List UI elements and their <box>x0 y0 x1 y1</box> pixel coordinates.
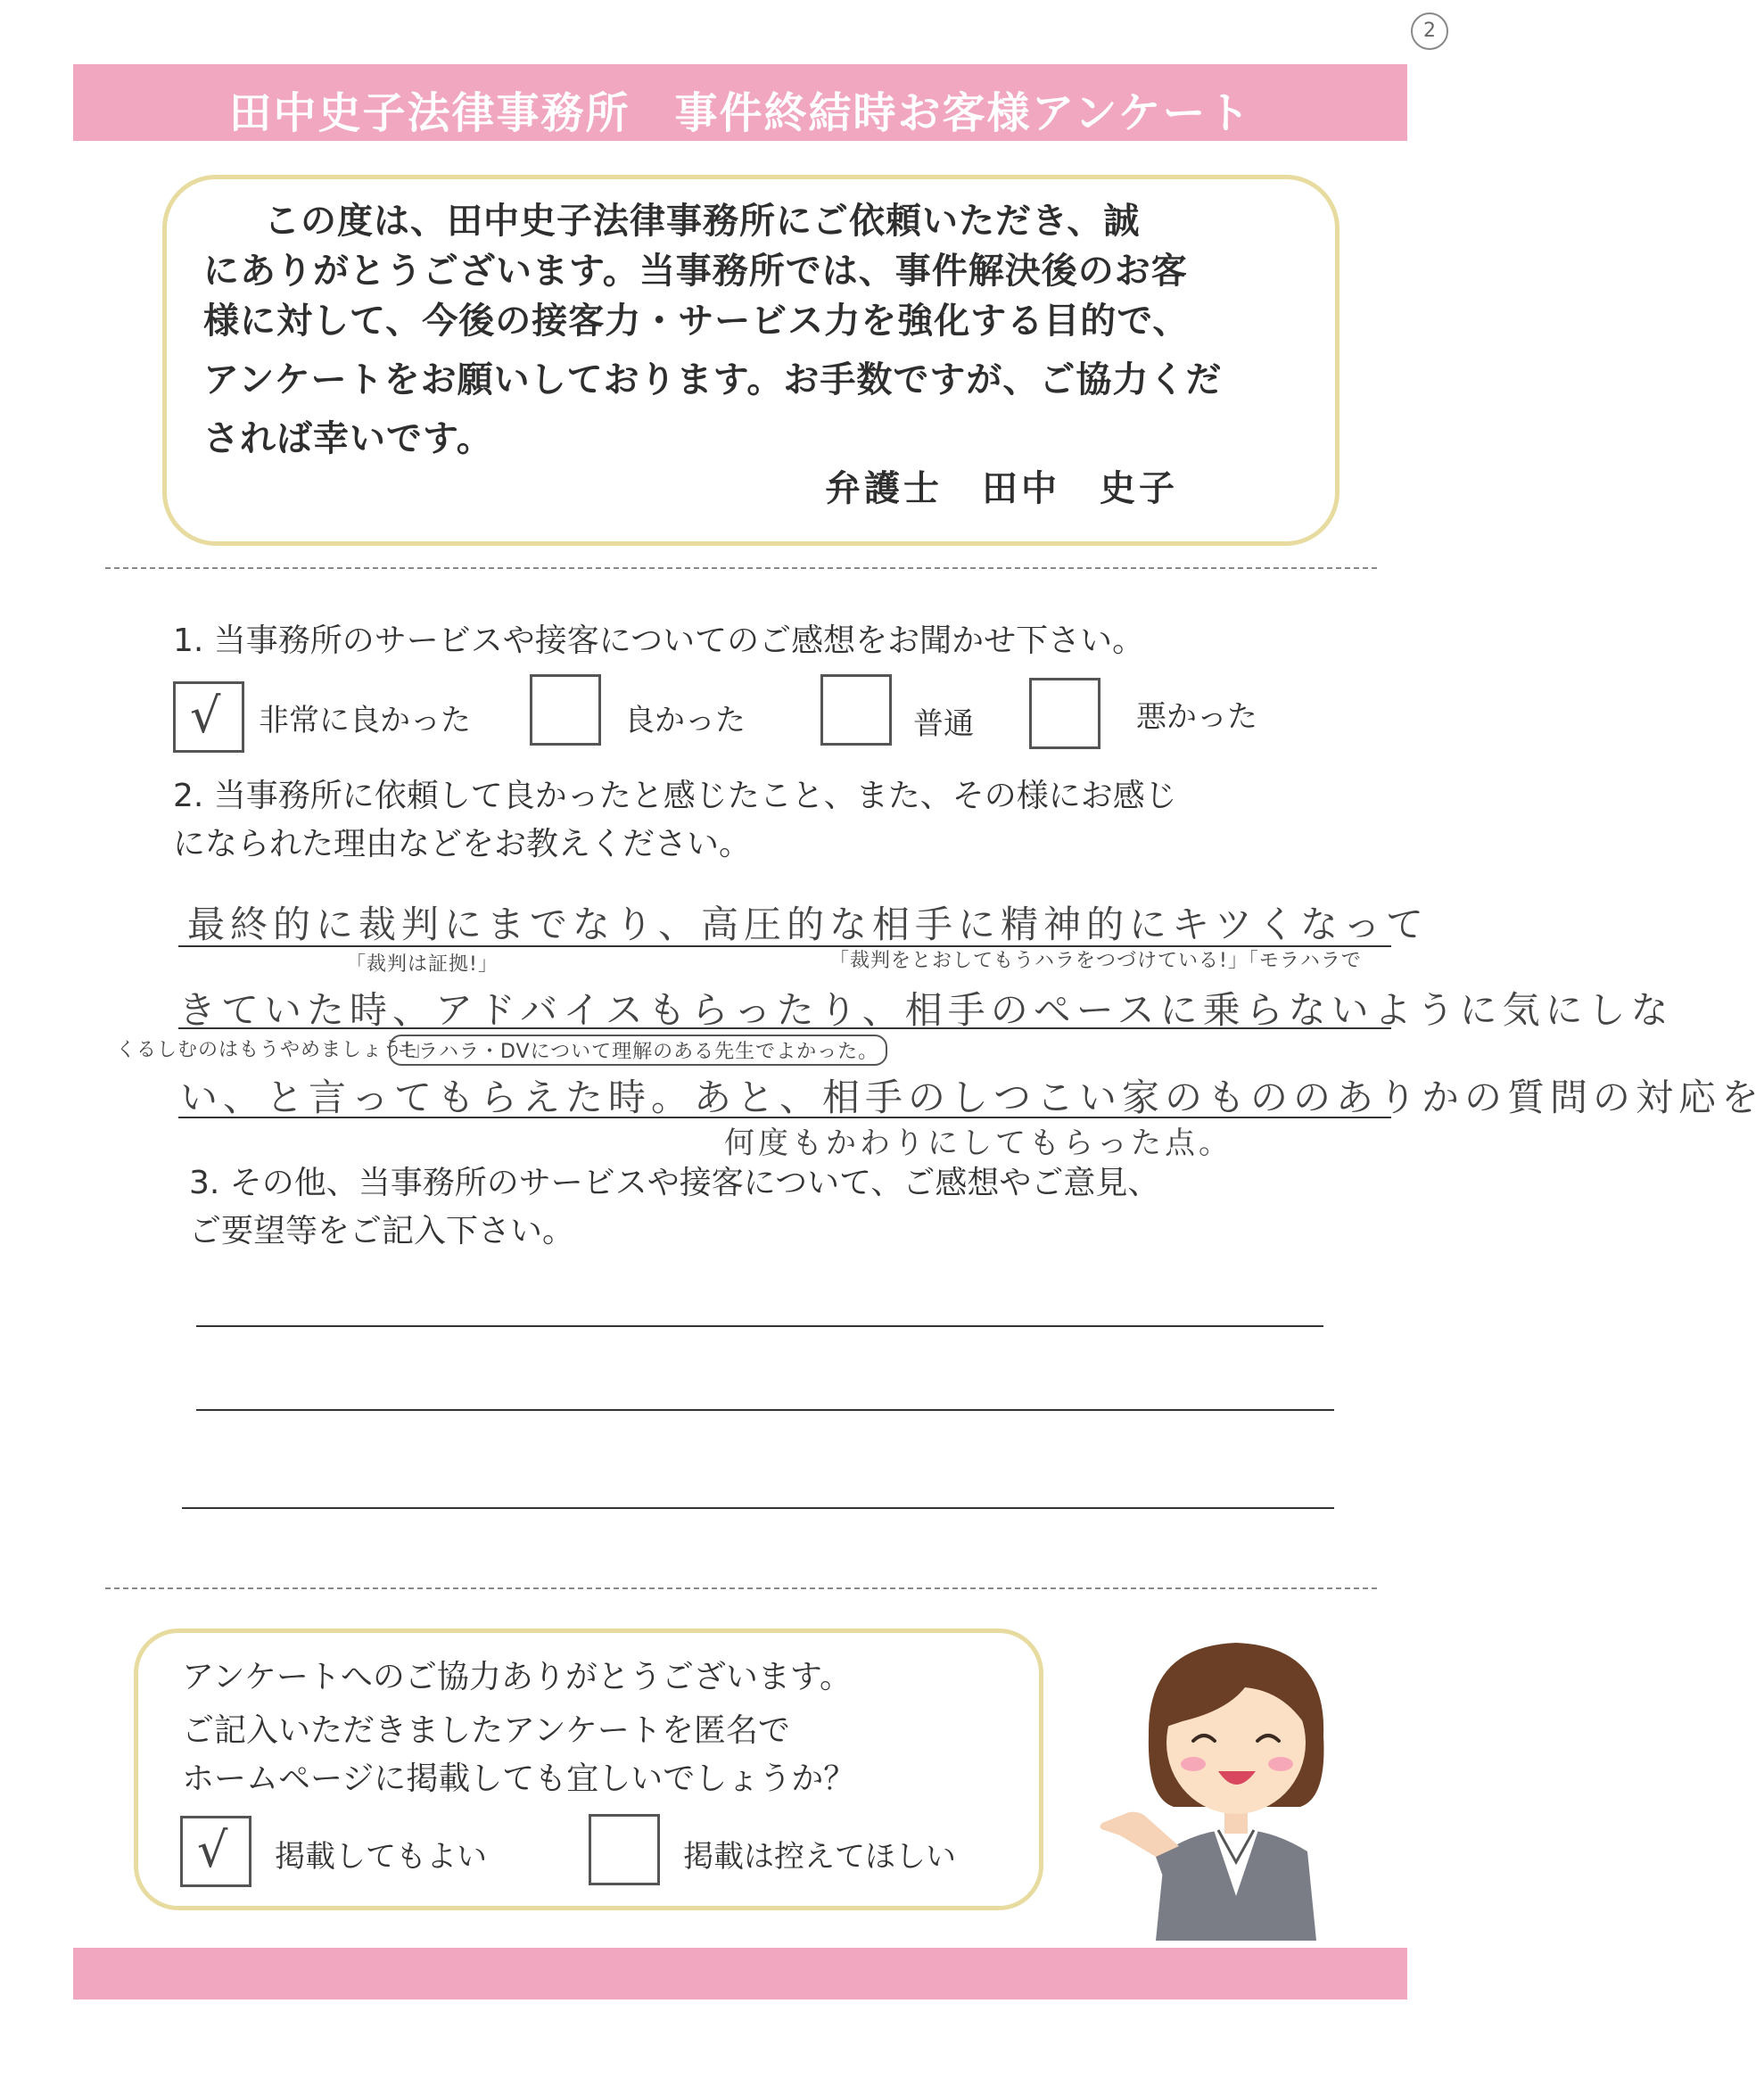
checkbox-publish-no[interactable] <box>589 1814 660 1885</box>
question-3-line-1: 3. その他、当事務所のサービスや接客について、ご感想やご意見、 <box>189 1165 1160 1201</box>
intro-line-3: 様に対して、今後の接客力・サービス力を強化する目的で、 <box>203 301 1190 342</box>
option-publish-ok-label: 掲載してもよい <box>275 1839 487 1875</box>
option-very-good-label: 非常に良かった <box>259 703 471 738</box>
signature: 弁護士 田中 史子 <box>825 468 1178 509</box>
intro-line-5: されば幸いです。 <box>203 418 493 459</box>
intro-line-4: アンケートをお願いしております。お手数ですが、ご協力くだ <box>203 359 1223 400</box>
option-bad-label: 悪かった <box>1136 699 1257 735</box>
checkbox-very-good[interactable] <box>173 681 244 753</box>
handwritten-answer-line-3: い、と言ってもらえた時。あと、相手のしつこい家のもののありかの質問の対応を <box>180 1076 1764 1119</box>
answer-line-1[interactable] <box>196 1325 1323 1327</box>
title-banner <box>73 64 1407 141</box>
question-2-line-2: になられた理由などをお教えください。 <box>173 826 752 862</box>
check-mark-icon: √ <box>197 1822 228 1878</box>
publish-line-1: アンケートへのご協力ありがとうございます。 <box>182 1659 852 1695</box>
handwritten-note-3: くるしむのはもうやめましょう!」 <box>116 1039 433 1061</box>
page-number: 2 <box>1411 12 1448 50</box>
answer-line-3[interactable] <box>182 1507 1334 1509</box>
handwritten-answer-line-1: 最終的に裁判にまでなり、高圧的な相手に精神的にキツくなって <box>187 903 1430 946</box>
handwritten-note-4: モラハラ・DVについて理解のある先生でよかった。 <box>389 1035 887 1066</box>
option-publish-no-label: 掲載は控えてほしい <box>683 1839 956 1875</box>
page-title: 田中史子法律事務所 事件終結時お客様アンケート <box>228 88 1252 138</box>
answer-line-2[interactable] <box>196 1409 1334 1411</box>
question-2-line-1: 2. 当事務所に依頼して良かったと感じたこと、また、その様にお感じ <box>173 778 1177 814</box>
handwritten-note-2: 「裁判をとおしてもうハラをつづけている!」「モラハラで <box>829 950 1362 972</box>
check-mark-icon: √ <box>190 688 221 744</box>
intro-line-1: この度は、田中史子法律事務所にご依頼いただき、誠 <box>264 201 1141 242</box>
question-1: 1. 当事務所のサービスや接客についてのご感想をお聞かせ下さい。 <box>173 623 1145 659</box>
publish-line-3: ホームページに掲載しても宜しいでしょうか？ <box>182 1760 856 1797</box>
option-good-label: 良かった <box>624 703 746 738</box>
checkbox-good[interactable] <box>530 674 601 746</box>
footer-banner <box>73 1948 1407 1999</box>
handwritten-answer-line-2: きていた時、アドバイスもらったり、相手のペースに乗らないように気にしな <box>178 988 1674 1032</box>
checkbox-bad[interactable] <box>1029 678 1100 749</box>
checkbox-publish-ok[interactable] <box>180 1816 251 1887</box>
question-3-line-2: ご要望等をご記入下さい。 <box>189 1213 575 1249</box>
answer-rule-2 <box>178 1027 1391 1029</box>
section-divider <box>105 567 1377 569</box>
lawyer-illustration <box>1093 1628 1361 1941</box>
section-divider-2 <box>105 1587 1377 1589</box>
handwritten-note-1: 「裁判は証拠!」 <box>346 953 499 976</box>
intro-line-2: にありがとうございます。当事務所では、事件解決後のお客 <box>203 251 1188 292</box>
publish-line-2: ご記入いただきましたアンケートを匿名で <box>182 1712 790 1749</box>
option-average-label: 普通 <box>913 706 974 742</box>
checkbox-average[interactable] <box>820 674 892 746</box>
handwritten-answer-line-4: 何度もかわりにしてもらった点。 <box>724 1125 1232 1161</box>
